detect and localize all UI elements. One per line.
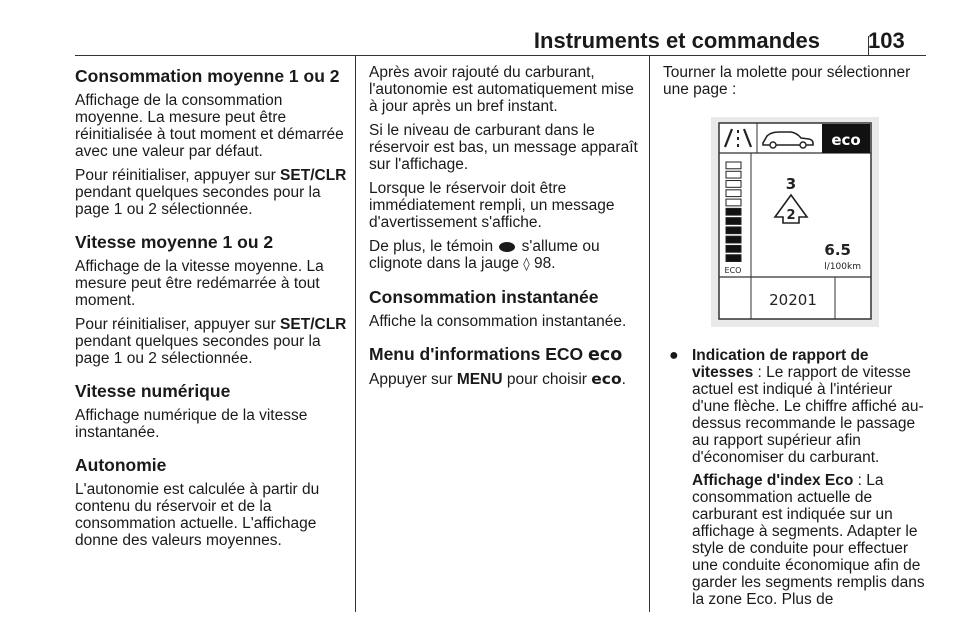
paragraph [369, 238, 641, 273]
bullet-icon: ● [669, 347, 679, 364]
paragraph: Affichage de la consommation moyenne. La mesure peut être réinitialisée à tout moment et démarrée avec une valeur par défaut. [75, 92, 344, 160]
paragraph [369, 371, 641, 388]
text: pendant quelques secondes pour la page 1 ou 2 sélectionnée. [75, 333, 321, 367]
column-1 [75, 64, 347, 556]
text: Pour réinitialiser, appuyer sur [75, 316, 281, 333]
header-rule [75, 55, 926, 56]
page-reference: 98. [529, 255, 556, 272]
text: Menu d'informations ECO [369, 344, 589, 364]
eco-segment-filled [726, 245, 741, 252]
eco-segment-empty [726, 199, 741, 206]
paragraph: Lorsque le réservoir doit être immédiatement rempli, un message d'avertissement s'affiche. [369, 180, 615, 231]
paragraph [692, 472, 927, 608]
eco-segment-empty [726, 181, 741, 188]
section-title: Vitesse numérique [75, 381, 231, 401]
text: Pour réinitialiser, appuyer sur [75, 167, 281, 184]
page-reference-icon: ◊ [523, 257, 530, 272]
text: De plus, le témoin [369, 238, 498, 255]
eco-segment-filled [726, 236, 741, 243]
paragraph [75, 167, 347, 218]
paragraph: Affichage numérique de la vitesse instantanée. [75, 407, 308, 441]
eco-display-figure [711, 117, 879, 327]
recommended-gear: 3 [785, 175, 797, 193]
eco-segment-empty [726, 190, 741, 197]
paragraph: Affichage de la vitesse moyenne. La mesure peut être redémarrée à tout moment. [75, 258, 324, 309]
term: Affichage d'index Eco [692, 472, 854, 489]
section-title: Consommation instantanée [369, 287, 599, 307]
column-3 [663, 64, 927, 614]
paragraph: Tourner la molette pour sélectionner une page : [663, 64, 911, 98]
eco-segment-filled [726, 255, 741, 262]
paragraph [692, 347, 927, 466]
section-title: Consommation moyenne 1 ou 2 [75, 66, 340, 86]
eco-symbol-icon: eco [591, 370, 622, 388]
consumption-unit: l/100km [824, 262, 861, 272]
eco-symbol-icon: eco [588, 345, 623, 365]
paragraph [75, 316, 347, 367]
section-title: Vitesse moyenne 1 ou 2 [75, 232, 274, 252]
eco-segment-empty [726, 171, 741, 178]
eco-segment-filled [726, 227, 741, 234]
text: pour choisir [502, 371, 592, 388]
fuel-warning-light-icon [499, 242, 515, 252]
eco-segment-gauge [726, 162, 741, 262]
term: Indication de rapport de vitesses [692, 347, 869, 381]
section-title [369, 344, 641, 365]
text: : La consommation actuelle de carburant est indiquée sur un affichage à segments. Adapter le style de conduite pour effectuer une conduite économique afin de garder les segments remplis dans la zone Eco. Plus de [692, 472, 925, 608]
button-ref-set-clr: SET/CLR [280, 167, 347, 184]
eco-tab-label: eco [831, 131, 861, 149]
list-item [663, 347, 927, 608]
odometer-value: 20201 [769, 291, 817, 309]
eco-zone-label: ECO [724, 266, 742, 275]
paragraph: Après avoir rajouté du carburant, l'autonomie est automatiquement mise à jour après un bref instant. [369, 64, 634, 115]
button-ref-menu: MENU [456, 371, 503, 388]
column-divider-1 [355, 56, 356, 612]
column-divider-2 [649, 56, 650, 612]
paragraph: Si le niveau de carburant dans le réservoir est bas, un message apparaît sur l'affichage. [369, 122, 638, 173]
text: s'allume ou clignote dans la jauge [369, 238, 600, 272]
text: . [621, 371, 626, 388]
text: pendant quelques secondes pour la page 1 ou 2 sélectionnée. [75, 184, 321, 218]
section-title: Autonomie [75, 455, 167, 475]
column-2 [369, 64, 641, 395]
page-number: 103 [868, 28, 905, 53]
eco-segment-filled [726, 218, 741, 225]
eco-segment-empty [726, 162, 741, 169]
text: : Le rapport de vitesse actuel est indiqué à l'intérieur d'une flèche. Le chiffre affiché au-dessus recommande le passage au rapport supérieur afin d'économiser du carburant. [692, 364, 924, 466]
paragraph: L'autonomie est calculée à partir du contenu du réservoir et de la consommation actuelle. L'affichage donne des valeurs moyennes. [75, 481, 320, 549]
chapter-title: Instruments et commandes [533, 28, 820, 53]
eco-segment-filled [726, 208, 741, 215]
current-gear: 2 [786, 208, 796, 223]
button-ref-set-clr: SET/CLR [280, 316, 347, 333]
text: Appuyer sur [369, 371, 457, 388]
consumption-value: 6.5 [824, 241, 851, 259]
paragraph: Affiche la consommation instantanée. [369, 313, 627, 330]
page-header [0, 0, 960, 56]
